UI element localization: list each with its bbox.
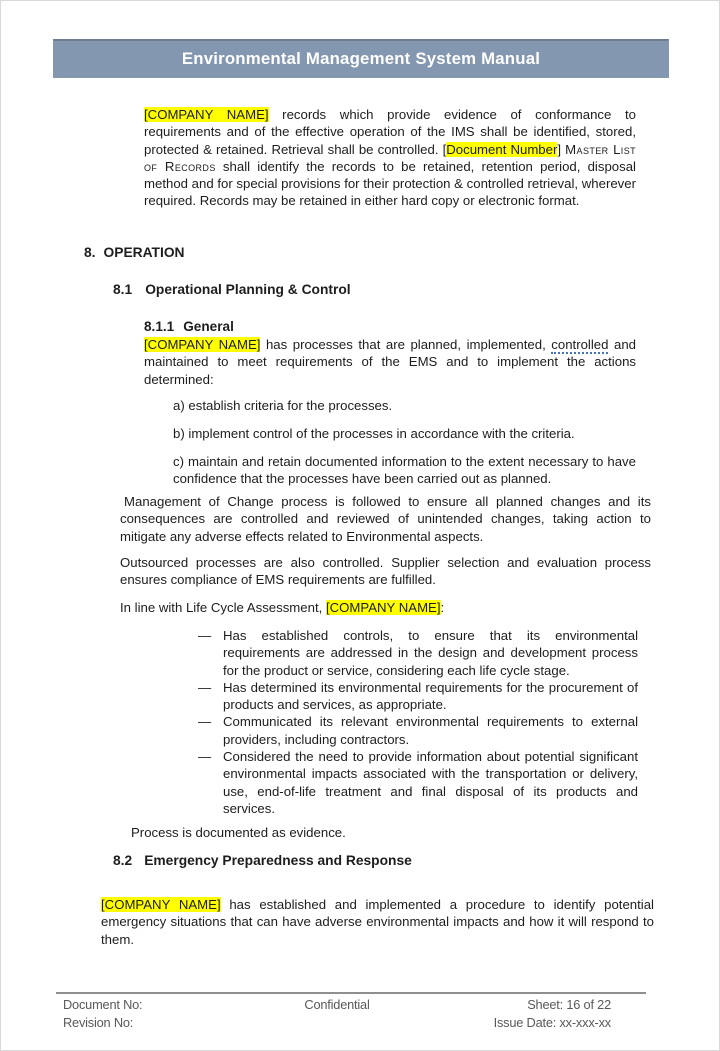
- heading-8-2: [113, 852, 412, 869]
- heading-number: 8.: [84, 245, 96, 260]
- bullet-text: Has established controls, to ensure that its environmental requirements are addressed in the design and development process for the product or service, considering each life cycle stage.: [223, 628, 638, 678]
- sheet-number: Sheet: 16 of 22: [527, 997, 611, 1012]
- bullet-dash: —: [198, 679, 212, 695]
- list-item-a: a) establish criteria for the processes.: [173, 398, 393, 413]
- revision-no-label: Revision No:: [63, 1014, 134, 1030]
- lca-bullet-list: [198, 627, 638, 817]
- heading-number: 8.1.1: [144, 319, 175, 334]
- page-title: Environmental Management System Manual: [181, 49, 541, 69]
- bullet-text: Communicated its relevant environmental requirements to external providers, including contractors.: [223, 714, 638, 747]
- heading-8-1: [113, 281, 351, 298]
- general-paragraph: [COMPANY NAME] has processes that are planned, implemented, controlled and maintained to meet requirements of the EMS and to implement the actions determined:: [144, 337, 636, 387]
- bullet-dash: —: [198, 749, 212, 765]
- evidence-note: Process is documented as evidence.: [131, 825, 346, 840]
- bullet-text: Has determined its environmental requirements for the procurement of products and services, as appropriate.: [223, 679, 638, 713]
- heading-text: OPERATION: [103, 245, 185, 260]
- abc-list: [173, 397, 636, 488]
- list-item: [198, 679, 638, 714]
- heading-text: Emergency Preparedness and Response: [144, 853, 412, 868]
- heading-8-1-1: [144, 318, 234, 335]
- intro-paragraph: [COMPANY NAME] records which provide evidence of conformance to requirements and of the effective operation of the IMS shall be identified, stored, protected & retained. Retrieval shall be controlled. [Document Number] Master List of Records shall identify the records to be retained, retention period, disposal method and for special provisions for their protection & controlled retrieval, wherever required. Records may be retained in either hard copy or electronic format.: [144, 107, 636, 209]
- document-no-label: Document No:: [63, 997, 143, 1012]
- bullet-dash: —: [198, 714, 212, 730]
- footer-divider: [56, 992, 646, 994]
- heading-8-operation: [84, 244, 185, 261]
- outsourced-paragraph: Outsourced processes are also controlled. Supplier selection and evaluation process ensures compliance of EMS requirements are fulfilled.: [120, 555, 651, 588]
- heading-text: General: [183, 319, 234, 334]
- bullet-dash: —: [198, 628, 212, 643]
- list-item: [198, 713, 638, 748]
- confidential-label: Confidential: [304, 997, 370, 1012]
- emergency-paragraph: [COMPANY NAME] has established and implemented a procedure to identify potential emergency situations that can have adverse environmental impacts and how it will respond to them.: [101, 897, 654, 947]
- list-item-b: b) implement control of the processes in accordance with the criteria.: [173, 425, 575, 441]
- list-item: [198, 627, 638, 679]
- footer-center-spacer: [304, 1014, 369, 1032]
- management-of-change-paragraph: Management of Change process is followed to ensure all planned changes and its consequences are controlled and reviewed of unintended changes, taking action to mitigate any adverse effects related to Environmental aspects.: [120, 494, 651, 544]
- heading-number: 8.2: [113, 853, 133, 868]
- list-item-c: c) maintain and retain documented information to the extent necessary to have confidence that the processes have been carried out as planned.: [173, 453, 636, 487]
- list-item: [198, 748, 638, 817]
- bullet-text: Considered the need to provide information about potential significant environmental impacts associated with the transportation or delivery, use, end-of-life treatment and final disposal of its products and services.: [223, 749, 638, 816]
- heading-number: 8.1: [113, 282, 133, 297]
- page-footer: [63, 996, 611, 1031]
- header-bar: [53, 39, 669, 78]
- heading-text: Operational Planning & Control: [145, 282, 351, 297]
- issue-date: Issue Date: xx-xxx-xx: [493, 1014, 611, 1030]
- lca-intro-line: In line with Life Cycle Assessment, [COMPANY NAME]:: [120, 600, 445, 615]
